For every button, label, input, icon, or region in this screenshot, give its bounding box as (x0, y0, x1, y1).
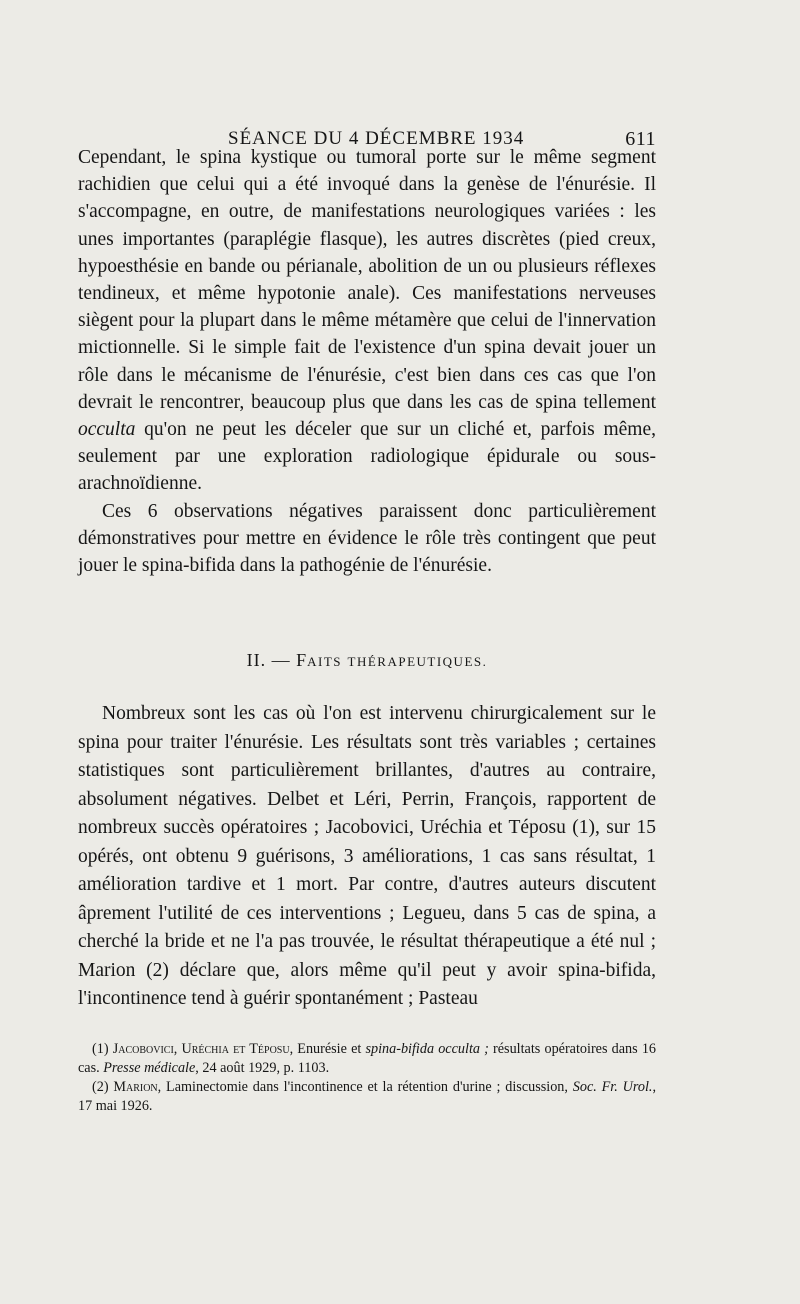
footnote-2 (78, 1078, 656, 1116)
footnote-text: résultats opératoires dans 16 cas. (78, 1041, 657, 1076)
footnote-authors: Marion (113, 1079, 158, 1095)
page-number: 611 (625, 128, 656, 150)
footnote-authors: Jacobovici, Uréchia et Téposu (112, 1041, 290, 1057)
footnote-journal: Soc. Fr. Urol. (572, 1079, 653, 1095)
paragraph-interventions: Nombreux sont les cas où l'on est intervenu chirurgicalement sur le spina pour traiter l'énurésie. Les résultats sont très variables ; certaines statistiques sont particulièrement brillantes, d'autres au contraire, absolument négatives. Delbet et Léri, Perrin, François, rapportent de nombreux succès opératoires ; Jacobovici, Uréchia et Téposu (1), sur 15 opérés, ont obtenu 9 guérisons, 3 améliorations, 1 cas sans résultat, 1 amélioration tardive et 1 mort. Par contre, d'autres auteurs discutent âprement l'utilité de ces interventions ; Legueu, dans 5 cas de spina, a cherché la bride et ne l'a pas trouvée, le résultat thérapeutique a été nul ; Marion (2) déclare que, alors même qu'il peut y avoir spina-bifida, l'incontinence tend à guérir spontanément ; Pasteau (78, 703, 656, 1009)
footnote-text: , 24 août 1929, p. 1103. (195, 1060, 330, 1076)
footnotes (78, 1040, 656, 1116)
paragraph-text: Cependant, le spina kystique ou tumoral porte sur le même segment rachidien que celui qui a été invoqué dans la genèse de l'énurésie. Il s'accompagne, en outre, de manifestations neurologiques variées : les unes importantes (paraplégie flasque), les autres discrètes (pied creux, hypoesthésie en bande ou périanale, abolition de un ou plusieurs réflexes tendineux, et même hypotonie anale). Ces manifestations nerveuses siègent pour la plupart dans le même métamère que celui de l'innervation mictionnelle. Si le simple fait de l'existence d'un spina devait jouer un rôle dans le mécanisme de l'énurésie, c'est bien dans ces cas que l'on devrait le rencontrer, beaucoup plus que dans les cas de spina tellement (78, 147, 656, 413)
section-title-word1: AITS (307, 654, 343, 669)
footnote-journal: Presse médicale (103, 1060, 196, 1076)
footnote-text: , 17 mai 1926. (78, 1079, 656, 1114)
section-heading (78, 650, 656, 671)
paragraph-text: qu'on ne peut les déceler que sur un cliché et, parfois même, seulement par une exploration radiologique épidurale ou sous-arachnoïdienne. (78, 419, 656, 495)
section-numeral: II. — F (246, 650, 308, 670)
body-text-block-1 (78, 144, 656, 579)
running-title: SÉANCE DU 4 DÉCEMBRE 1934 (228, 128, 525, 149)
footnote-1 (78, 1040, 656, 1078)
italic-term: occulta (78, 419, 136, 441)
footnote-marker: (2) (92, 1079, 114, 1095)
footnote-text: , Enurésie et (289, 1041, 366, 1057)
footnote-italic: spina-bifida occulta ; (365, 1041, 489, 1057)
paragraph-observations: Ces 6 observations négatives paraissent donc particulièrement démonstratives pour mettre en évidence le rôle très contingent que peut jouer le spina-bifida dans la pathogénie de l'énurésie. (78, 500, 656, 577)
body-text-block-2 (78, 700, 656, 1014)
footnote-marker: (1) (92, 1041, 113, 1057)
paragraph-spina-kystique (78, 144, 656, 498)
footnote-text: , Laminectomie dans l'incontinence et la rétention d'urine ; discussion, (157, 1079, 573, 1095)
section-title-word2: THÉRAPEUTIQUES. (347, 654, 488, 669)
